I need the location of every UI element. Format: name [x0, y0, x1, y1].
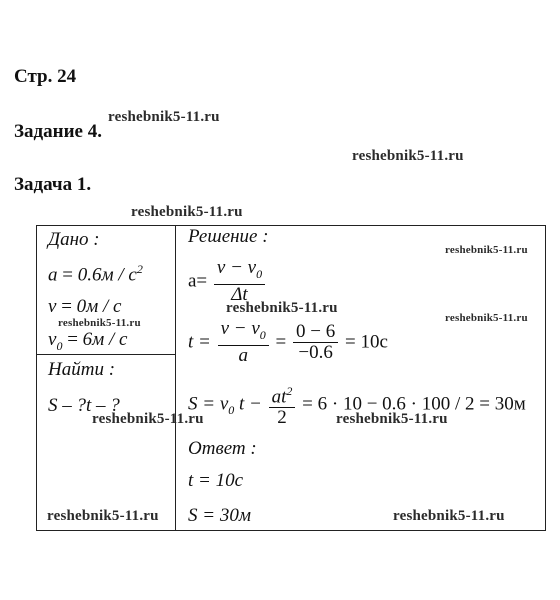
- eq2-den2: −0.6: [298, 341, 333, 363]
- watermark: reshebnik5-11.ru: [58, 317, 141, 329]
- eq1-den: Δt: [231, 283, 248, 305]
- watermark: reshebnik5-11.ru: [47, 508, 159, 524]
- eq3-lhs: S = v: [188, 393, 229, 415]
- eq1-lhs: a=: [188, 270, 208, 292]
- answer-distance: S = 30м: [188, 505, 251, 526]
- eq1-num-sub: 0: [256, 266, 263, 281]
- table-right-border: [545, 225, 546, 531]
- given-velocity: v = 0м / с: [48, 296, 122, 317]
- eq3-num-exp: 2: [286, 384, 293, 398]
- eq3-rhs: = 6 · 10 − 0.6 · 100 / 2 = 30м: [302, 393, 526, 415]
- given-v-lhs: v: [48, 296, 57, 317]
- eq2-num1: v − v: [220, 318, 260, 339]
- eq2-lhs: t =: [188, 331, 211, 353]
- eq3-mid: t −: [239, 393, 262, 415]
- given-a-rhs: 0.6м / с: [77, 264, 137, 286]
- page-number: Стр. 24: [14, 66, 77, 87]
- given-a-exp: 2: [136, 262, 143, 276]
- problem-title: Задача 1.: [14, 174, 92, 195]
- eq2-fraction-1: [218, 319, 269, 366]
- find-unknowns: S – ?t – ?: [48, 395, 120, 416]
- eq2-den1: a: [238, 344, 248, 366]
- find-header: Найти :: [48, 359, 116, 380]
- watermark: reshebnik5-11.ru: [445, 244, 528, 256]
- table-top-border: [36, 225, 546, 226]
- watermark: reshebnik5-11.ru: [336, 411, 448, 427]
- eq3-den: 2: [277, 407, 287, 429]
- given-v0-rhs: 6м / с: [82, 329, 128, 350]
- eq2-num1-sub: 0: [259, 327, 266, 342]
- given-v0-sub: 0: [56, 338, 63, 353]
- eq3-num: at: [271, 386, 287, 408]
- eq1-fraction: [214, 258, 265, 305]
- given-header: Дано :: [48, 229, 100, 250]
- table-column-divider: [175, 225, 176, 531]
- eq2-rhs: = 10с: [344, 331, 388, 353]
- watermark: reshebnik5-11.ru: [92, 411, 204, 427]
- time-formula: [188, 319, 388, 366]
- given-initial-velocity: $v_0 = 6м / с$: [48, 329, 128, 353]
- given-acceleration: $a = 0.6м / с^2$: [48, 262, 143, 286]
- eq3-lhs-sub: 0: [228, 402, 235, 417]
- eq2-num2: 0 − 6: [293, 322, 338, 343]
- given-v0-lhs: v: [48, 329, 57, 350]
- watermark: reshebnik5-11.ru: [131, 204, 243, 220]
- answer-time: t = 10с: [188, 470, 244, 491]
- table-bottom-border: [36, 530, 546, 531]
- given-find-divider: [36, 354, 176, 355]
- watermark: reshebnik5-11.ru: [108, 109, 220, 125]
- table-left-border: [36, 225, 37, 531]
- eq2-eq: =: [275, 331, 287, 353]
- watermark: reshebnik5-11.ru: [445, 312, 528, 324]
- eq1-num: v − v: [216, 257, 257, 278]
- given-a-lhs: a: [48, 264, 58, 286]
- task-title: Задание 4.: [14, 121, 102, 142]
- watermark: reshebnik5-11.ru: [393, 508, 505, 524]
- solution-header: Решение :: [188, 226, 269, 247]
- watermark: reshebnik5-11.ru: [352, 148, 464, 164]
- given-v-rhs: 0м / с: [76, 296, 122, 317]
- eq2-fraction-2: [293, 322, 338, 363]
- acceleration-formula: [188, 258, 267, 305]
- watermark: reshebnik5-11.ru: [226, 300, 338, 316]
- eq3-fraction: [269, 381, 296, 428]
- answer-header: Ответ :: [188, 438, 257, 459]
